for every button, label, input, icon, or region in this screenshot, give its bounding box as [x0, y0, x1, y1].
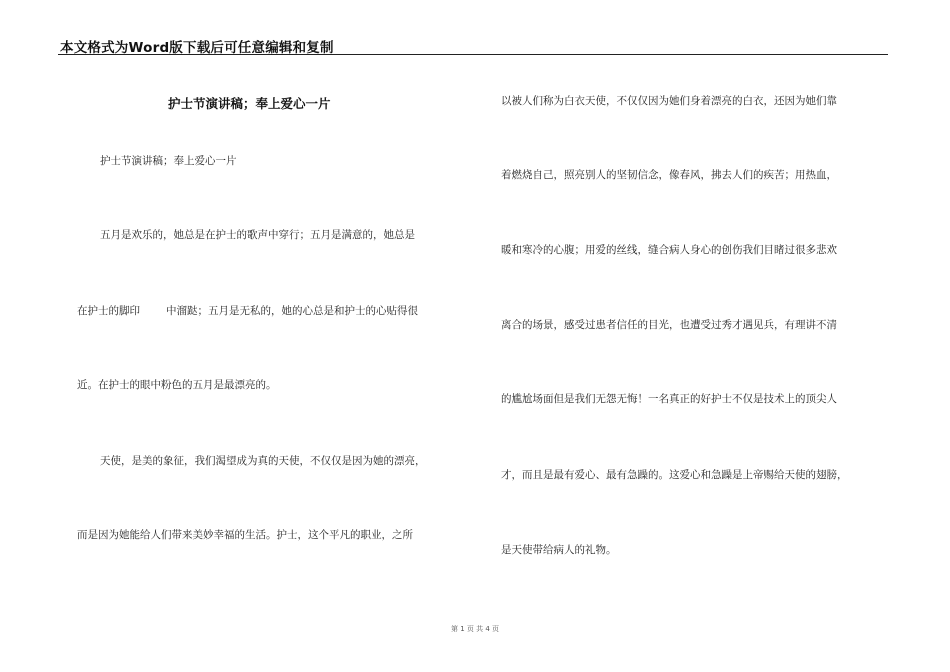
left-line-2: 五月是欢乐的，她总是在护士的歌声中穿行；五月是满意的，她总是: [100, 229, 415, 241]
left-line-3: [77, 304, 418, 318]
right-line-6: 才，而且是最有爱心、最有急躁的。这爱心和急躁是上帝赐给天使的翅膀，: [501, 469, 848, 481]
header-divider: [58, 54, 888, 55]
left-line-3b: 中溜跶；五月是无私的，她的心总是和护士的心贴得很: [166, 305, 418, 317]
right-line-1: 以被人们称为白衣天使，不仅仅因为她们身着漂亮的白衣，还因为她们靠: [501, 95, 837, 107]
left-line-4: 近。在护士的眼中粉色的五月是最漂亮的。: [77, 379, 277, 391]
left-line-1: 护士节演讲稿；奉上爱心一片: [100, 155, 237, 167]
page-indicator: 第 1 页 共 4 页: [450, 625, 500, 633]
left-line-3a: 在护士的脚印: [77, 305, 140, 317]
document-header: 本文格式为Word版下载后可任意编辑和复制: [60, 40, 334, 56]
left-line-6: 而是因为她能给人们带来美妙幸福的生活。护士，这个平凡的职业，之所: [77, 529, 413, 541]
right-line-3: 暖和寒冷的心腹；用爱的丝线，缝合病人身心的创伤我们目睹过很多悲欢: [501, 244, 837, 256]
right-line-5: 的尴尬场面但是我们无怨无悔！一名真正的好护士不仅是技术上的顶尖人: [501, 393, 837, 405]
document-title: 护士节演讲稿；奉上爱心一片: [168, 96, 331, 111]
right-line-2: 着燃烧自己，照亮别人的坚韧信念，像春风，拂去人们的疾苦；用热血，: [501, 169, 837, 181]
left-line-5: 天使，是美的象征，我们渴望成为真的天使，不仅仅是因为她的漂亮，: [100, 455, 426, 467]
right-line-4: 离合的场景，感受过患者信任的目光，也遭受过秀才遇见兵，有理讲不清: [501, 319, 837, 331]
right-line-7: 是天使带给病人的礼物。: [501, 544, 617, 556]
